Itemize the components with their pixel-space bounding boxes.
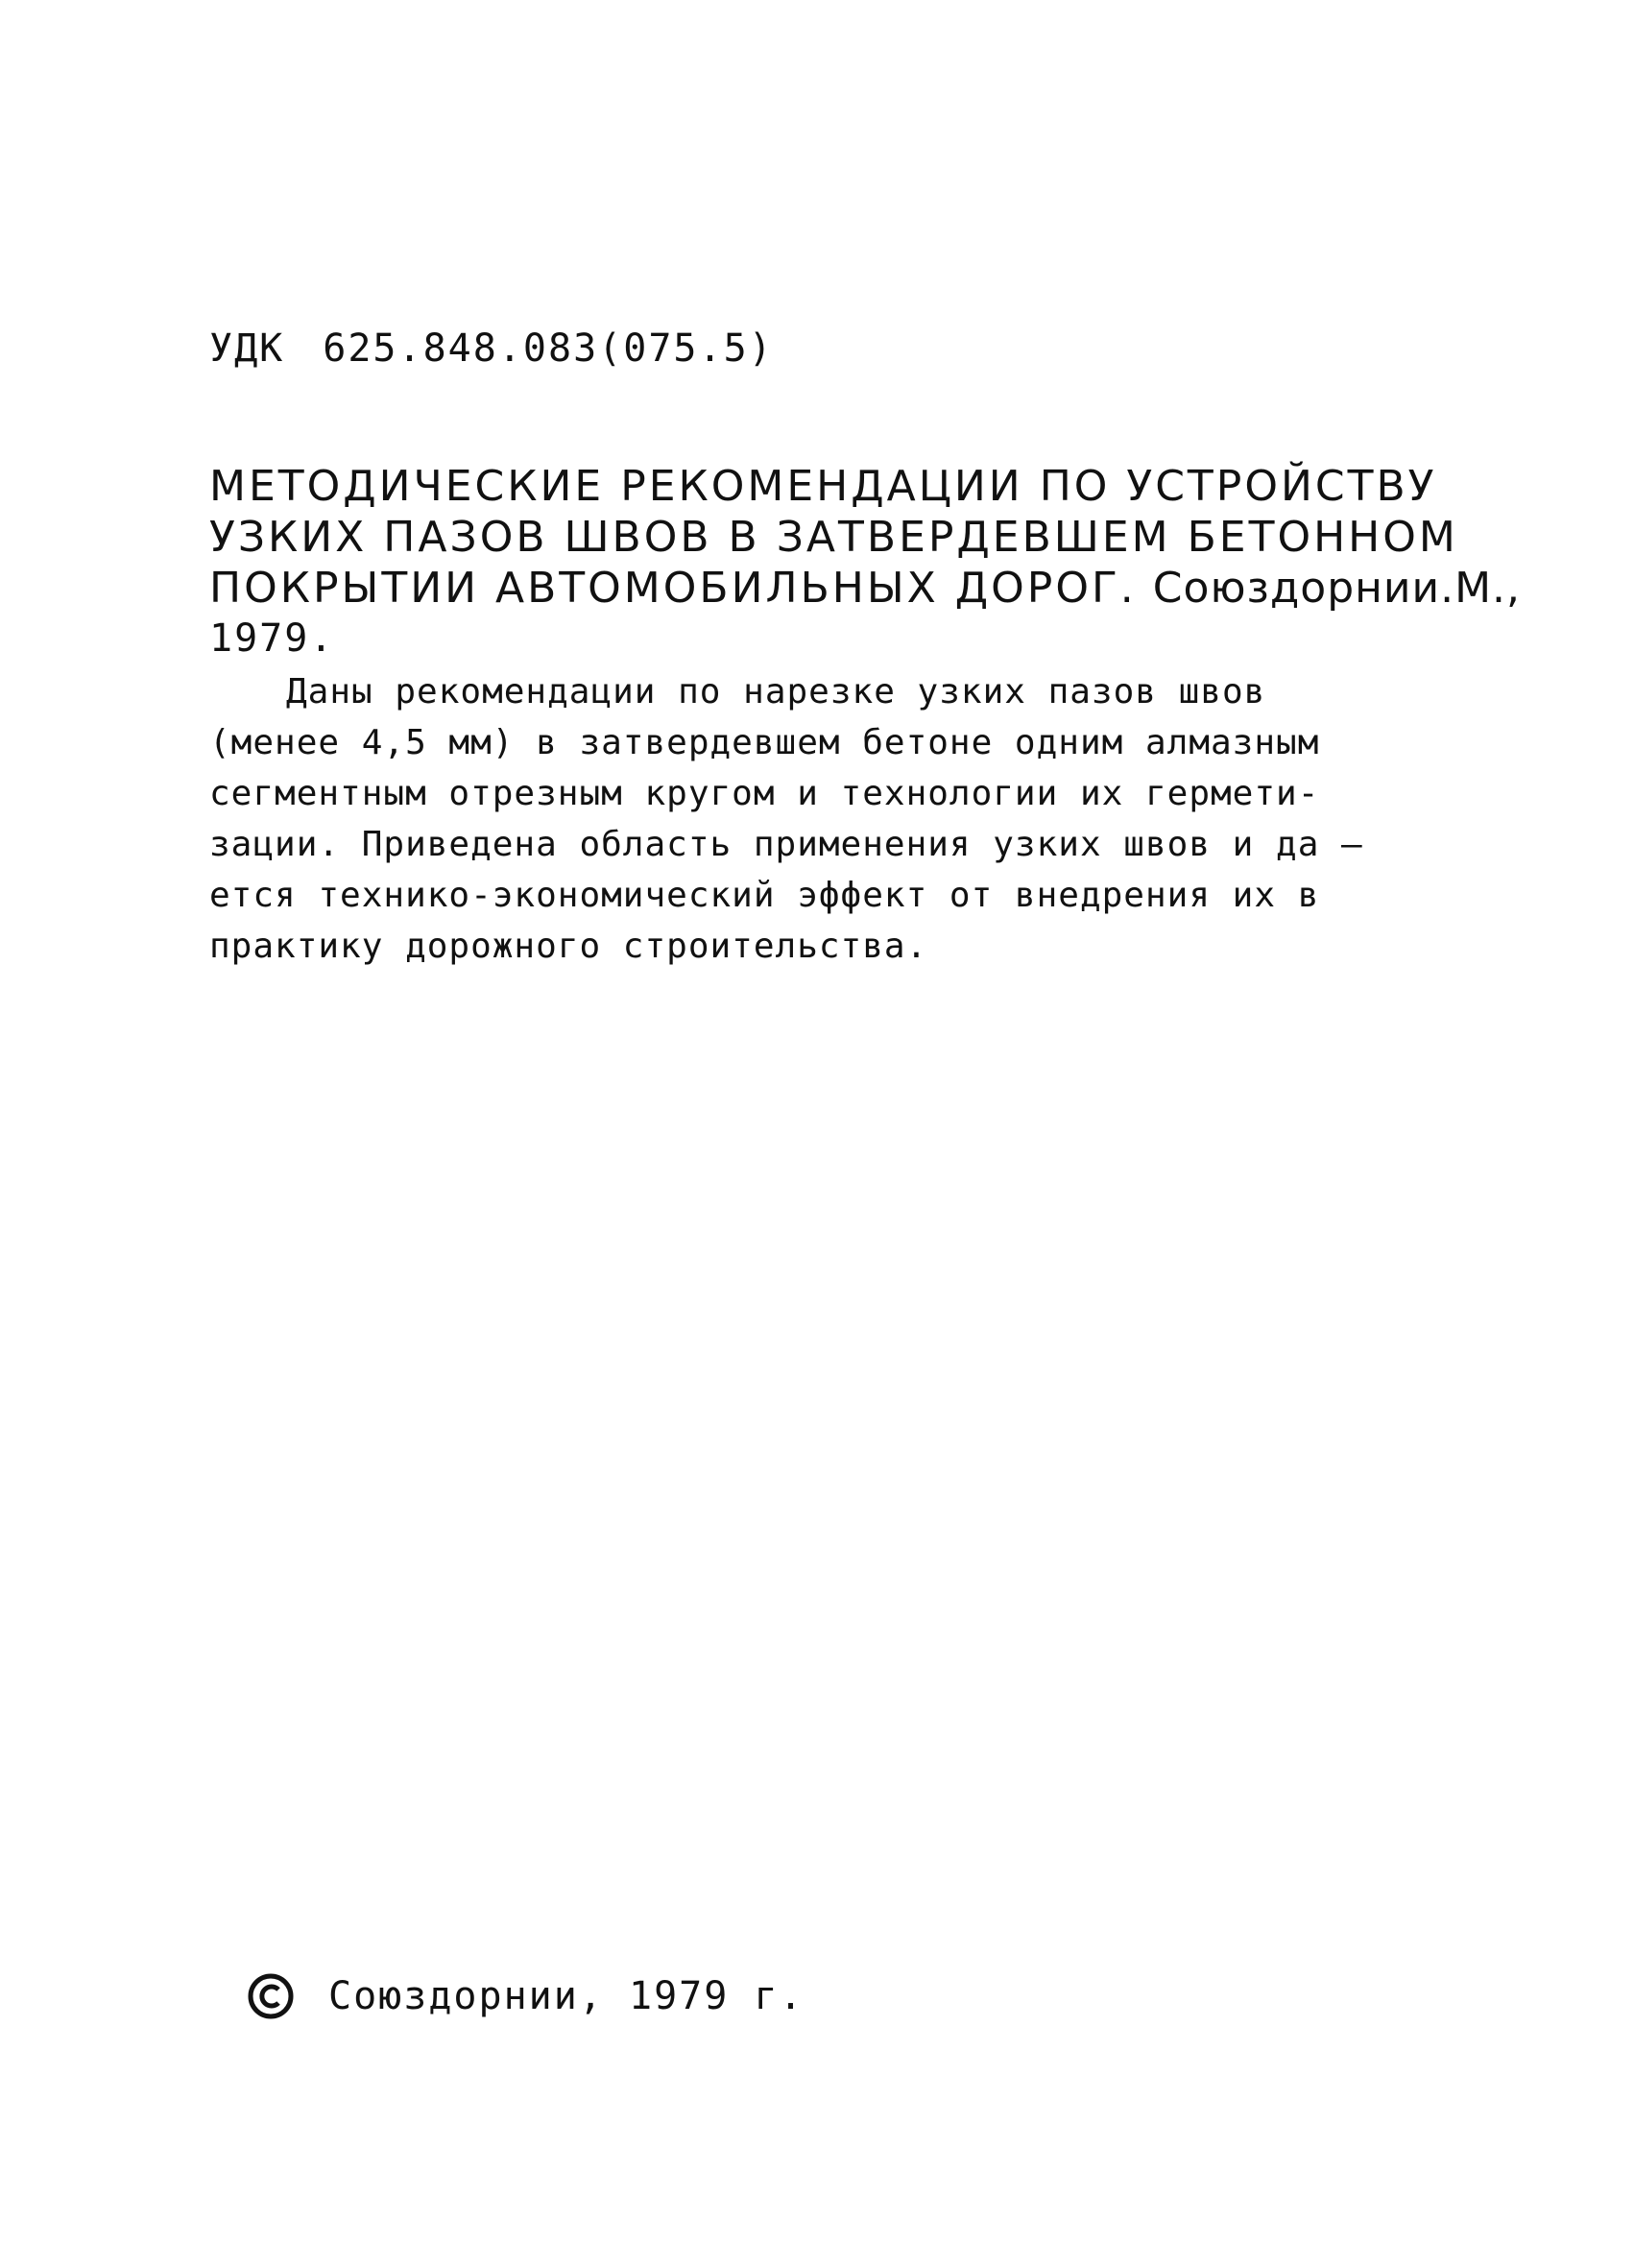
description-line: зации. Приведена область применения узких швов и да – [209, 825, 1363, 864]
publisher: Союздорнии.М., [1152, 564, 1522, 613]
description-line: практику дорожного строительства. [209, 927, 928, 966]
description [209, 666, 1457, 972]
description-line: сегментным отрезным кругом и технологии их гермети- [209, 774, 1320, 813]
udk-code: 625.848.083(075.5) [323, 326, 774, 371]
copyright-icon [248, 1973, 294, 2019]
description-line: (менее 4,5 мм) в затвердевшем бетоне одним алмазным [209, 723, 1320, 762]
abstract-block [209, 461, 1522, 972]
title-line-2: УЗКИХ ПАЗОВ ШВОВ В ЗАТВЕРДЕВШЕМ БЕТОННОМ [209, 513, 1458, 562]
title-line-1: МЕТОДИЧЕСКИЕ РЕКОМЕНДАЦИИ ПО УСТРОЙСТВУ [209, 462, 1437, 511]
title-line-3 [209, 563, 1522, 614]
copyright-line [248, 1973, 805, 2019]
copyright-text: Союздорнии, 1979 г. [328, 1974, 805, 2018]
udk-line [209, 326, 774, 371]
udk-label: УДК [209, 326, 285, 371]
publication-year: 1979. [209, 616, 335, 661]
description-line: ется технико-экономический эффект от внедрения их в [209, 876, 1320, 915]
description-line: Даны рекомендации по нарезке узких пазов швов [286, 672, 1266, 712]
title-line-3-text: ПОКРЫТИИ АВТОМОБИЛЬНЫХ ДОРОГ. [209, 564, 1137, 613]
